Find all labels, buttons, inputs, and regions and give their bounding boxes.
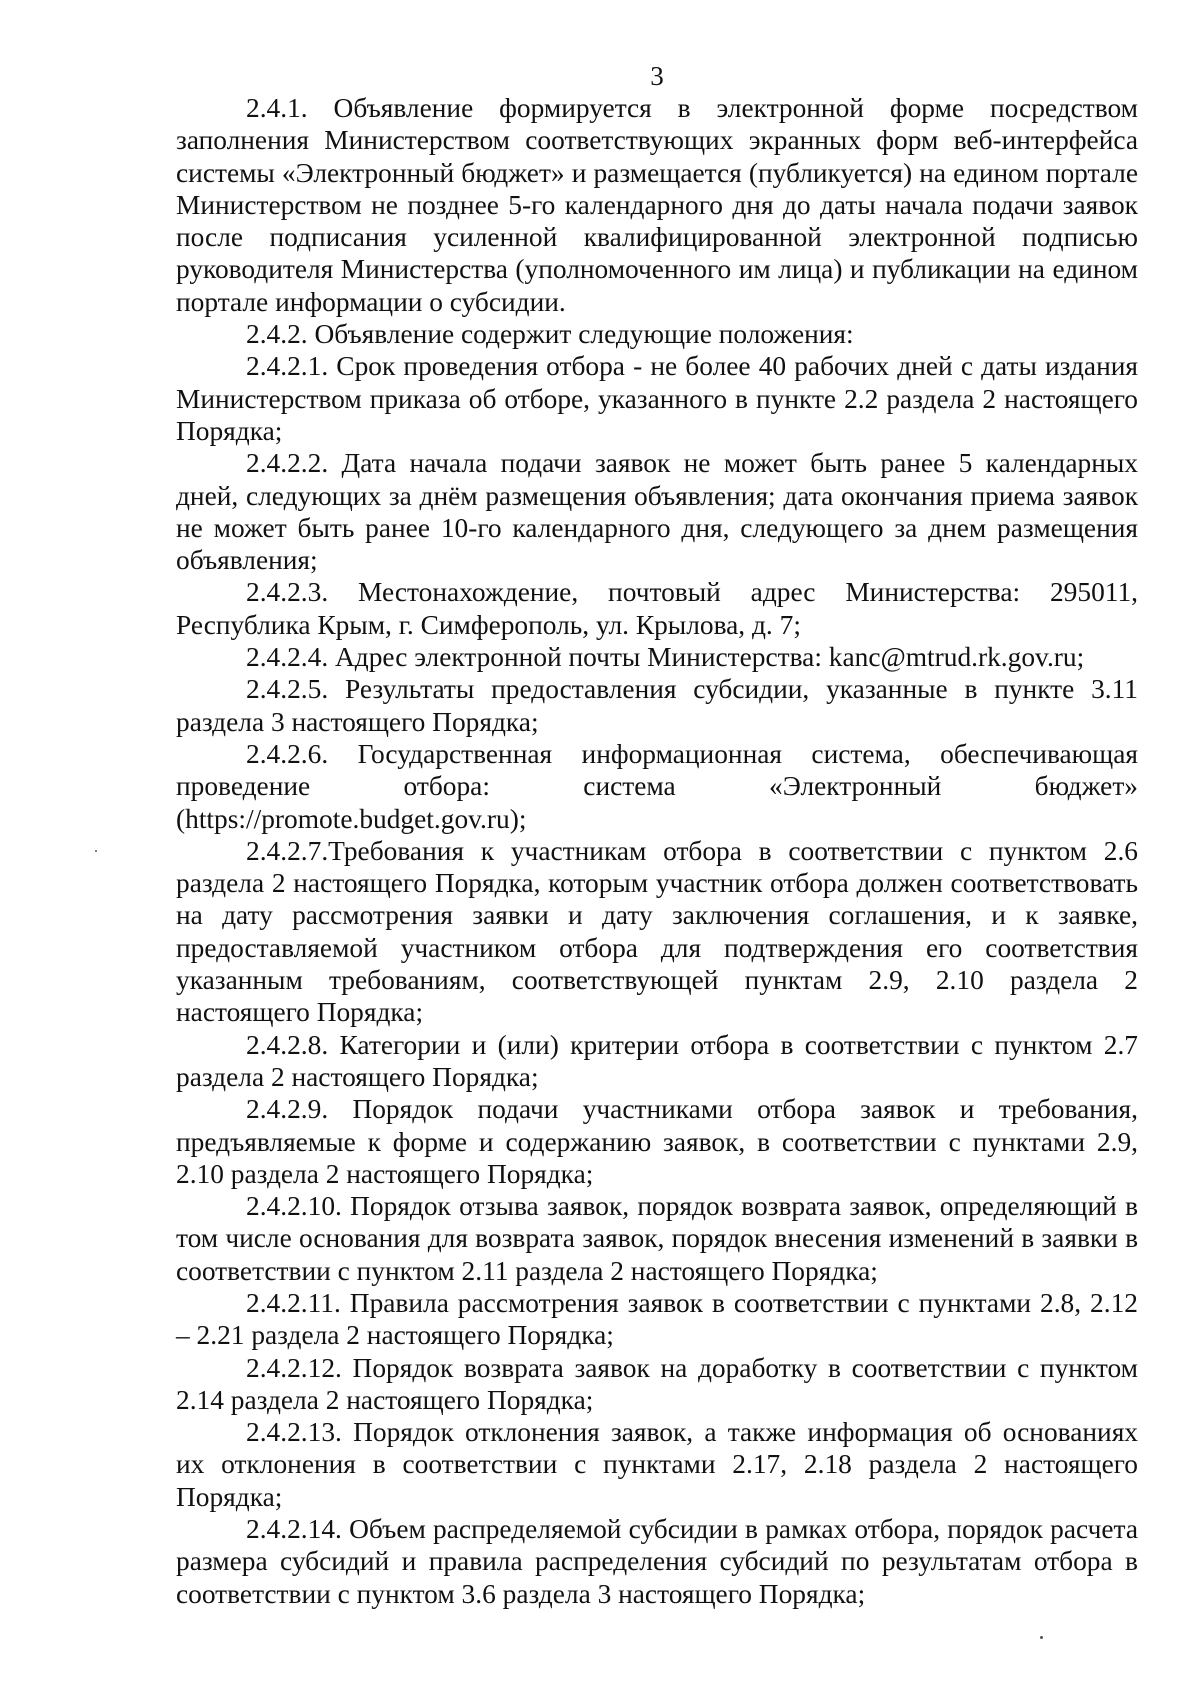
paragraph-2-4-2-3: 2.4.2.3. Местонахождение, почтовый адрес Министерства: 295011, Республика Крым, г. Симферополь, ул. Крылова, д. 7; <box>176 577 1138 640</box>
paragraph-2-4-2-6: 2.4.2.6. Государственная информационная система, обеспечивающая проведение отбора: система «Электронный бюджет» (https://promote.budget.gov.ru); <box>176 738 1138 834</box>
paragraph-2-4-2-14: 2.4.2.14. Объем распределяемой субсидии в рамках отбора, порядок расчета размера субсидий и правила распределения субсидий по результатам отбора в соответствии с пунктом 3.6 раздела 3 настоящего Порядка; <box>176 1514 1138 1609</box>
paragraph-2-4-2-5: 2.4.2.5. Результаты предоставления субсидии, указанные в пункте 3.11 раздела 3 настоящего Порядка; <box>176 674 1138 737</box>
paragraph-2-4-2-9: 2.4.2.9. Порядок подачи участниками отбора заявок и требования, предъявляемые к форме и содержанию заявок, в соответствии с пунктами 2.9, 2.10 раздела 2 настоящего Порядка; <box>176 1094 1138 1189</box>
paragraph-2-4-2-12: 2.4.2.12. Порядок возврата заявок на доработку в соответствии с пунктом 2.14 раздела 2 настоящего Порядка; <box>176 1352 1138 1415</box>
scan-speck <box>95 850 97 852</box>
paragraph-2-4-1: 2.4.1. Объявление формируется в электронной форме посредством заполнения Министерством соответствующих экранных форм веб-интерфейса системы «Электронный бюджет» и размещается (публикуется) на едином портале Министерством не позднее 5-го календарного дня до даты начала подачи заявок после подписания усиленной квалифицированной электронной подписью руководителя Министерства (уполномоченного им лица) и публикации на едином портале информации о субсидии. <box>176 93 1138 317</box>
paragraph-2-4-2-8: 2.4.2.8. Категории и (или) критерии отбора в соответствии с пунктом 2.7 раздела 2 настоящего Порядка; <box>176 1029 1138 1092</box>
paragraph-2-4-2-7: 2.4.2.7.Требования к участникам отбора в соответствии с пунктом 2.6 раздела 2 настоящего Порядка, которым участник отбора должен соответствовать на дату рассмотрения заявки и дату заключения соглашения, и к заявке, предоставляемой участником отбора для подтверждения его соответствия указанным требованиям, соответствующей пунктам 2.9, 2.10 раздела 2 настоящего Порядка; <box>176 835 1138 1028</box>
paragraph-2-4-2-11: 2.4.2.11. Правила рассмотрения заявок в соответствии с пунктами 2.8, 2.12 – 2.21 раздела 2 настоящего Порядка; <box>176 1287 1138 1351</box>
paragraph-2-4-2-4: 2.4.2.4. Адрес электронной почты Министерства: kanc@mtrud.rk.gov.ru; <box>246 642 1085 673</box>
scan-speck <box>1040 1636 1043 1639</box>
paragraph-2-4-2-13: 2.4.2.13. Порядок отклонения заявок, а также информация об основаниях их отклонения в соответствии с пунктами 2.17, 2.18 раздела 2 настоящего Порядка; <box>176 1417 1138 1512</box>
page-number: 3 <box>650 61 664 91</box>
document-body <box>176 92 1138 1610</box>
paragraph-2-4-2: 2.4.2. Объявление содержит следующие положения: <box>246 319 854 350</box>
paragraph-2-4-2-2: 2.4.2.2. Дата начала подачи заявок не может быть ранее 5 календарных дней, следующих за днём размещения объявления; дата окончания приема заявок не может быть ранее 10-го календарного дня, следующего за днем размещения объявления; <box>176 448 1138 576</box>
paragraph-2-4-2-1: 2.4.2.1. Срок проведения отбора - не более 40 рабочих дней с даты издания Министерством приказа об отборе, указанного в пункте 2.2 раздела 2 настоящего Порядка; <box>176 351 1138 446</box>
paragraph-2-4-2-10: 2.4.2.10. Порядок отзыва заявок, порядок возврата заявок, определяющий в том числе основания для возврата заявок, порядок внесения изменений в заявки в соответствии с пунктом 2.11 раздела 2 настоящего Порядка; <box>176 1191 1138 1286</box>
